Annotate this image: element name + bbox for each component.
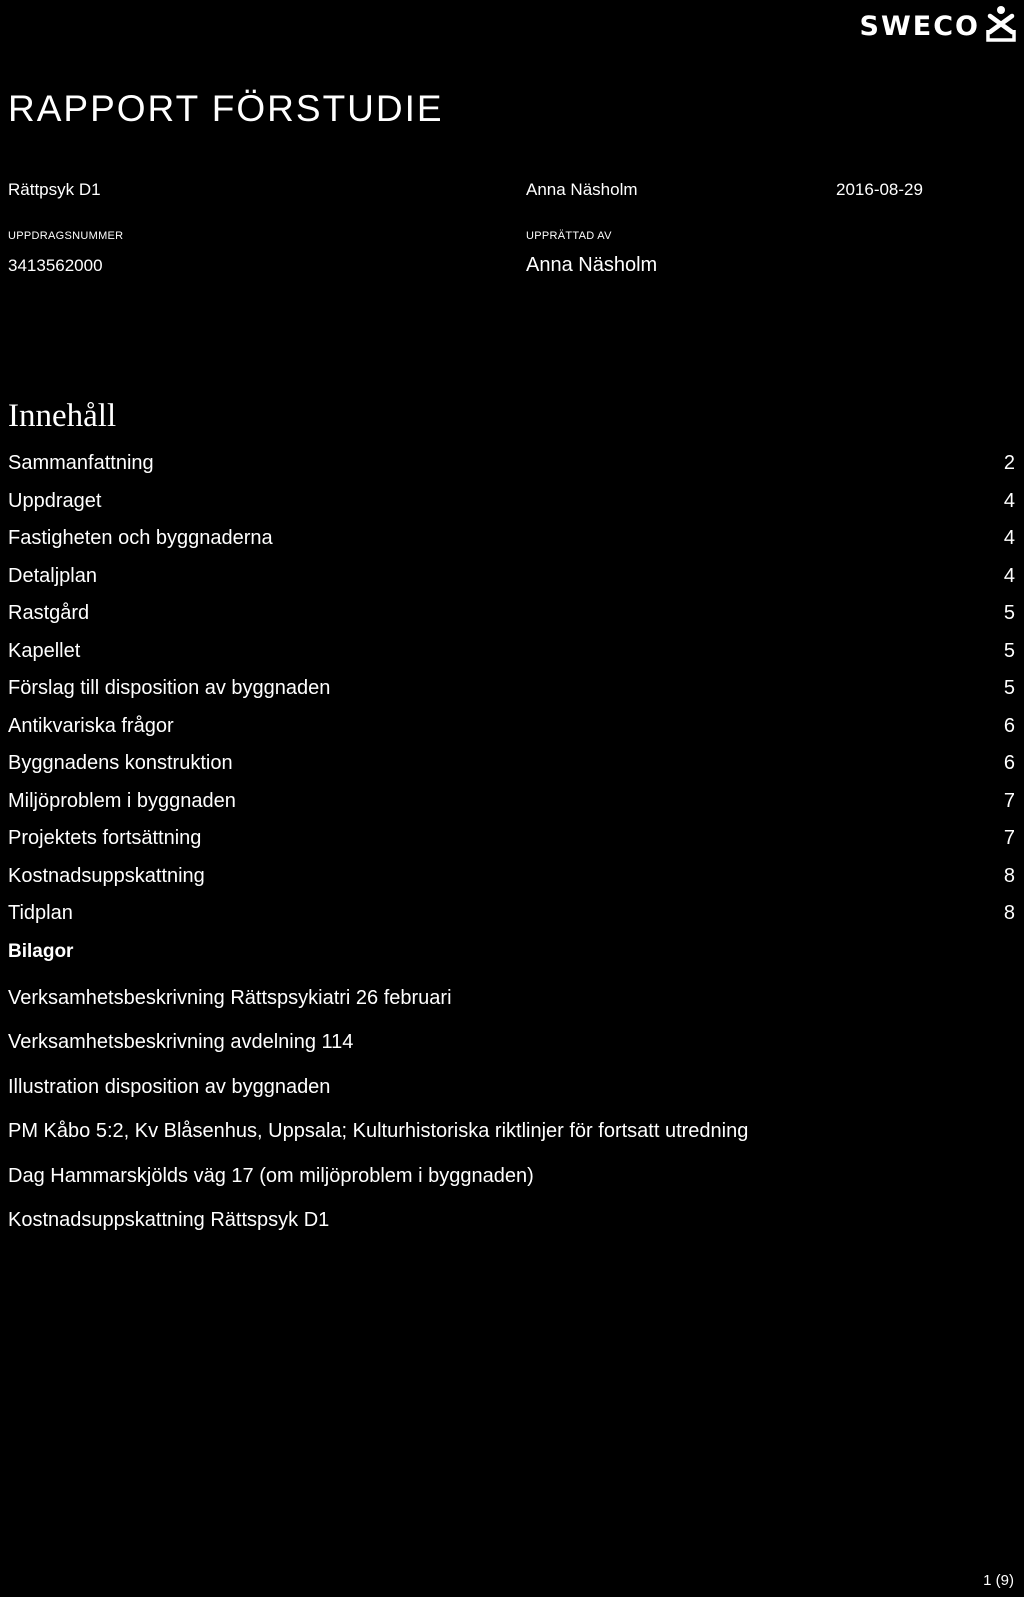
toc-item bbox=[8, 633, 1015, 671]
prepared-by: Anna Näsholm bbox=[526, 254, 658, 276]
toc-item-label: Projektets fortsättning bbox=[8, 827, 202, 850]
toc-item-page: 8 bbox=[1003, 902, 1015, 925]
toc-item-page: 4 bbox=[1003, 564, 1015, 587]
assignment-number: 3413562000 bbox=[8, 256, 103, 275]
toc-item-label: Förslag till disposition av byggnaden bbox=[8, 677, 331, 700]
toc-heading: Innehåll bbox=[8, 398, 117, 434]
toc-item-label: Byggnadens konstruktion bbox=[8, 752, 233, 775]
toc-item bbox=[8, 858, 1015, 896]
toc-item bbox=[8, 745, 1015, 783]
toc-item bbox=[8, 670, 1015, 708]
author-name: Anna Näsholm bbox=[526, 180, 638, 199]
assignment-number-label: UPPDRAGSNUMMER bbox=[8, 230, 124, 242]
page-number: 1 (9) bbox=[983, 1572, 1014, 1589]
toc-item-page: 7 bbox=[1003, 789, 1015, 812]
attachments-heading: Bilagor bbox=[8, 941, 74, 962]
toc-item-page: 4 bbox=[1003, 527, 1015, 550]
sweco-logo bbox=[860, 6, 1016, 42]
toc-item-label: Miljöproblem i byggnaden bbox=[8, 789, 236, 812]
toc-item-page: 6 bbox=[1003, 714, 1015, 737]
report-date: 2016-08-29 bbox=[836, 180, 923, 199]
attachment-item: Verksamhetsbeskrivning Rättspsykiatri 26 februari bbox=[8, 986, 452, 1009]
attachment-item: Dag Hammarskjölds väg 17 (om miljöproblem i byggnaden) bbox=[8, 1164, 534, 1187]
toc-item-label: Detaljplan bbox=[8, 564, 97, 587]
logo-text: SWECO bbox=[859, 11, 980, 42]
toc-item-page: 5 bbox=[1003, 602, 1015, 625]
toc-item-page: 4 bbox=[1003, 489, 1015, 512]
toc-item bbox=[8, 558, 1015, 596]
toc-item bbox=[8, 783, 1015, 821]
attachments-list bbox=[8, 976, 1008, 1243]
toc-item-page: 8 bbox=[1003, 864, 1015, 887]
toc-item-label: Rastgård bbox=[8, 602, 90, 625]
toc-item-label: Sammanfattning bbox=[8, 452, 154, 475]
toc-item bbox=[8, 520, 1015, 558]
toc-item-page: 6 bbox=[1003, 752, 1015, 775]
toc-item-page: 5 bbox=[1003, 677, 1015, 700]
toc-item bbox=[8, 895, 1015, 933]
attachment-item: Kostnadsuppskattning Rättspsyk D1 bbox=[8, 1209, 330, 1232]
toc-item-page: 2 bbox=[1003, 452, 1015, 475]
toc-item-label: Kostnadsuppskattning bbox=[8, 864, 205, 887]
toc-item bbox=[8, 483, 1015, 521]
attachment-item: PM Kåbo 5:2, Kv Blåsenhus, Uppsala; Kulturhistoriska riktlinjer för fortsatt utredning bbox=[8, 1120, 749, 1143]
toc-item-label: Tidplan bbox=[8, 902, 73, 925]
prepared-by-label: UPPRÄTTAD AV bbox=[526, 230, 612, 242]
toc-item-label: Uppdraget bbox=[8, 489, 102, 512]
attachment-item: Verksamhetsbeskrivning avdelning 114 bbox=[8, 1031, 354, 1054]
toc-item-page: 5 bbox=[1003, 639, 1015, 662]
sweco-figure-icon bbox=[986, 6, 1016, 42]
toc-item-page: 7 bbox=[1003, 827, 1015, 850]
attachment-item: Illustration disposition av byggnaden bbox=[8, 1075, 331, 1098]
toc-item bbox=[8, 820, 1015, 858]
toc-item bbox=[8, 708, 1015, 746]
toc-item-label: Kapellet bbox=[8, 639, 81, 662]
toc-item bbox=[8, 445, 1015, 483]
project-name: Rättpsyk D1 bbox=[8, 180, 101, 199]
toc-item bbox=[8, 595, 1015, 633]
table-of-contents bbox=[8, 445, 1015, 933]
toc-item-label: Fastigheten och byggnaderna bbox=[8, 527, 273, 550]
toc-item-label: Antikvariska frågor bbox=[8, 714, 174, 737]
report-title: RAPPORT FÖRSTUDIE bbox=[8, 88, 444, 129]
